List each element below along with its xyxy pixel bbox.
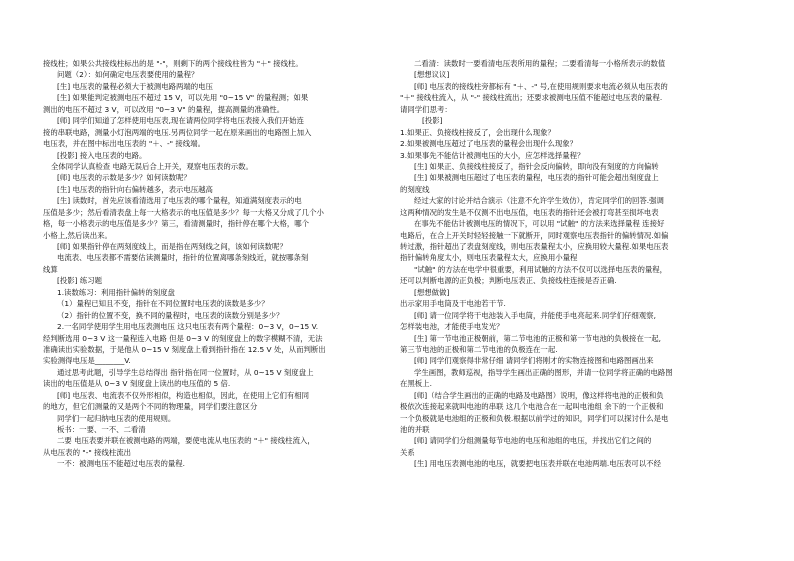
right-column-line: [师] 请一位同学将干电池装入手电筒，并能使手电亮起来.同学们仔细观察,: [414, 310, 656, 320]
left-column-line: 测出的电压不超过 3 V，可以改用 "0~3 V" 的量程，提高测量的准确性。: [43, 104, 285, 114]
left-column-line: 接的串联电路，测量小灯泡两端的电压.另两位同学一起在原来画出的电路图上加入: [43, 127, 312, 137]
right-column-line: 二看清：读数时一要看清电压表所用的量程；二要看清每一小格所表示的数值: [414, 59, 666, 68]
left-column-line: 全体同学认真检查 电路无误后合上开关，观察电压表的示数。: [51, 161, 253, 171]
right-column-line: [生] 如果正、负接线柱接反了，指针会反向偏转，即向没有刻度的方向偏转: [414, 161, 659, 171]
right-column-line: [师]（结合学生画出的正确的电路及电路图）说明，像这样将电池的正极和负: [414, 390, 664, 400]
right-column-line: 经过大家的讨论并结合演示（注意不允许学生效仿），肯定同学们的回答.强调: [414, 196, 664, 206]
left-column-line: 2.一名同学使用学生用电压表测电压 这只电压表有两个量程：0~3 V，0~15 V.: [57, 322, 319, 332]
right-column-line: 极依次连接起来就叫电池的串联 这几个电池合在一起叫电池组 余下的一个正极和: [400, 402, 664, 412]
right-column-line: 这两种情况的发生是不仅测不出电压值，电压表的指针还会被打弯甚至损坏电表: [400, 207, 659, 217]
left-column-line: （2）指针的位置不变，换不同的量程时，电压表的读数分别是多少？: [57, 310, 284, 320]
left-column-line: [师] 电压表、电流表不仅外形相似，构造也相似，因此，在使用上它们有相同: [57, 390, 310, 400]
left-column-line: [生] 如果能判定被测电压不超过 15 V，可以先用 "0~15 V" 的量程测；如果: [57, 93, 309, 103]
left-column-line: 的地方，但它们测量的又是两个不同的物理量，同学们要注意区分: [43, 402, 258, 412]
left-column-line: 经判断选用 0~3 V 这一量程连入电路 但是 0~3 V 的刻度盘上的数字模糊不清，无法: [43, 333, 323, 343]
left-column-line: 接线柱；如果公共接线柱标出的是 "-"，则剩下的两个接线柱皆为 "＋" 接线柱。: [43, 59, 303, 68]
left-column-line: 读出的电压值是从 0~3 V 刻度盘上读出的电压值的 5 倍.: [43, 379, 231, 389]
left-column-line: 问题（2）：如何确定电压表要使用的量程？: [57, 70, 199, 80]
left-column-line: [师] 如果指针停在两刻度线上，而是指在两刻线之间，该如何读数呢？: [57, 242, 287, 251]
left-column-line: [师] 同学们知道了怎样使用电压表,现在请两位同学将电压表接入我们开始连: [57, 116, 304, 126]
right-column-line: 指针偏转角度太小，则电压表量程太大，应换用小量程: [400, 253, 578, 263]
right-column: [400, 58, 756, 470]
right-column-line: 学生画图，教师巡视，指导学生画出正确的图形，并请一位同学将正确的电路图: [414, 367, 673, 377]
left-column-line: [投影] 接入电压表的电路。: [57, 150, 147, 160]
right-column-line: 在事先不能估计被测电压的情况下，可以用 "试触" 的方法来选择量程 连接好: [414, 219, 665, 229]
left-column-line: [师] 电压表的示数是多少？如何读数呢？: [57, 173, 191, 183]
right-column-line: 怎样装电池，才能使手电发光？: [400, 322, 504, 332]
right-column-line: 请同学们思考：: [400, 104, 452, 114]
right-column-line: 出示家用手电筒及干电池若干节.: [400, 299, 506, 309]
left-column-line: [生] 电压表的指针向右偏转越多，表示电压越高: [57, 184, 213, 194]
left-column-line: 同学们一起归纳电压表的使用规则。: [57, 413, 176, 423]
left-column-line: [生] 读数时，首先应该看清选用了电压表的哪个量程，知道满刻度表示的电: [57, 196, 302, 206]
right-column-line: 池的并联: [400, 425, 430, 434]
left-column-line: 电压表，并在图中标出电压表的 "＋、-" 接线端。: [43, 139, 205, 149]
right-column-line: [生] 第一节电池正极朝前，第二节电池的正极和第一节电池的负极接在一起,: [414, 333, 661, 343]
left-column-line: 电流表、电压表都不需要估读测量时，指针的位置离哪条刻线近，就按哪条刻: [57, 253, 309, 263]
right-column-line: 在黑板上.: [400, 379, 432, 389]
left-column-line: 1.读数练习：利用指针偏转的刻度盘: [57, 287, 175, 297]
right-column-line: 第三节电池的正极和第二节电池的负极连在一起.: [400, 344, 558, 354]
left-column-line: 线算: [43, 264, 58, 274]
left-column-line: 二要 电压表要并联在被测电路的两端，要使电流从电压表的 "＋" 接线柱流入，: [57, 436, 315, 446]
left-column-line: 从电压表的 "-" 接线柱流出: [43, 447, 132, 457]
right-column-line: [投影]: [422, 116, 443, 126]
left-column-line: 实验测得电压是________V.: [43, 356, 131, 366]
right-column-line: 1.如果正、负接线柱接反了，会出现什么现象？: [400, 127, 555, 137]
right-column-line: "试触" 的方法在电学中很重要，利用试触的方法不仅可以选择电压表的量程，: [414, 264, 668, 274]
right-column-line: [生] 用电压表测电池的电压，就要把电压表并联在电池两端.电压表可以不经: [414, 459, 661, 469]
left-column: [43, 58, 393, 470]
left-column-line: 小格上,然后读出来。: [43, 230, 112, 240]
left-column-line: 板书：一要、一不、二看清: [57, 425, 146, 434]
right-column-line: 转过激，指针超出了表盘刻度线，则电压表量程太小，应换用较大量程.如果电压表: [400, 242, 669, 251]
right-column-line: 电路后，在合上开关时轻轻接触一下就断开，同时观察电压表指针的偏转情况.如偏: [400, 230, 669, 240]
left-column-line: 格，每一小格表示的电压值是多少？第三，看清测量时，指针停在哪个大格，哪个: [43, 219, 310, 229]
right-column-line: 关系: [400, 447, 415, 457]
right-column-line: 的刻度线: [400, 184, 430, 194]
right-column-line: 一个负极就是电池组的正极和负极.根据以前学过的知识，同学们可以探讨什么是电: [400, 413, 669, 423]
left-column-line: 准确读出实验数据，于是他从 0~15 V 刻度盘上看到指针指在 12.5 V 处，从而判断出: [43, 344, 326, 354]
left-column-line: 通过思考此题，引导学生总结得出 指针指在同一位置时，从 0~15 V 刻度盘上: [57, 367, 314, 377]
left-column-line: 压值是多少；然后看清表盘上每一大格表示的电压值是多少？每一大格又分成了几个小: [43, 207, 324, 217]
right-column-line: "＋" 接线柱流入，从 "-" 接线柱流出；还要求被测电压值不能超过电压表的量程.: [400, 93, 663, 103]
right-column-line: 3.如果事先不能估计被测电压的大小，应怎样选择量程？: [400, 150, 585, 160]
left-column-line: 一不：被测电压不能超过电压表的量程.: [57, 459, 185, 469]
right-column-line: 还可以判断电源的正负极；判断电压表正、负接线柱连接是否正确.: [400, 276, 617, 286]
right-column-line: 2.如果被测电压超过了电压表的量程会出现什么现象？: [400, 139, 578, 149]
right-column-line: [想想做做]: [414, 287, 450, 297]
right-column-line: [师] 电压表的接线柱旁都标有 "＋、-" 号,在使用规则要求电流必须从电压表的: [414, 81, 668, 91]
right-column-line: [想想议议]: [414, 70, 450, 80]
left-column-line: （1）量程已知且不变，指针在不同位置时电压表的读数是多少？: [57, 299, 269, 309]
left-column-line: [投影] 练习题: [57, 276, 103, 286]
right-column-line: [师] 请同学们分组测量每节电池的电压和池组的电压，并找出它们之间的: [414, 436, 652, 446]
right-column-line: [生] 如果被测电压超过了电压表的量程，电压表的指针可能会超出刻度盘上: [414, 173, 659, 183]
right-column-line: [师] 同学们观察得非常仔细 请同学们将刚才的实物连接图和电路图画出来: [414, 356, 654, 366]
left-column-line: [生] 电压表的量程必须大于被测电路两端的电压: [57, 81, 213, 91]
